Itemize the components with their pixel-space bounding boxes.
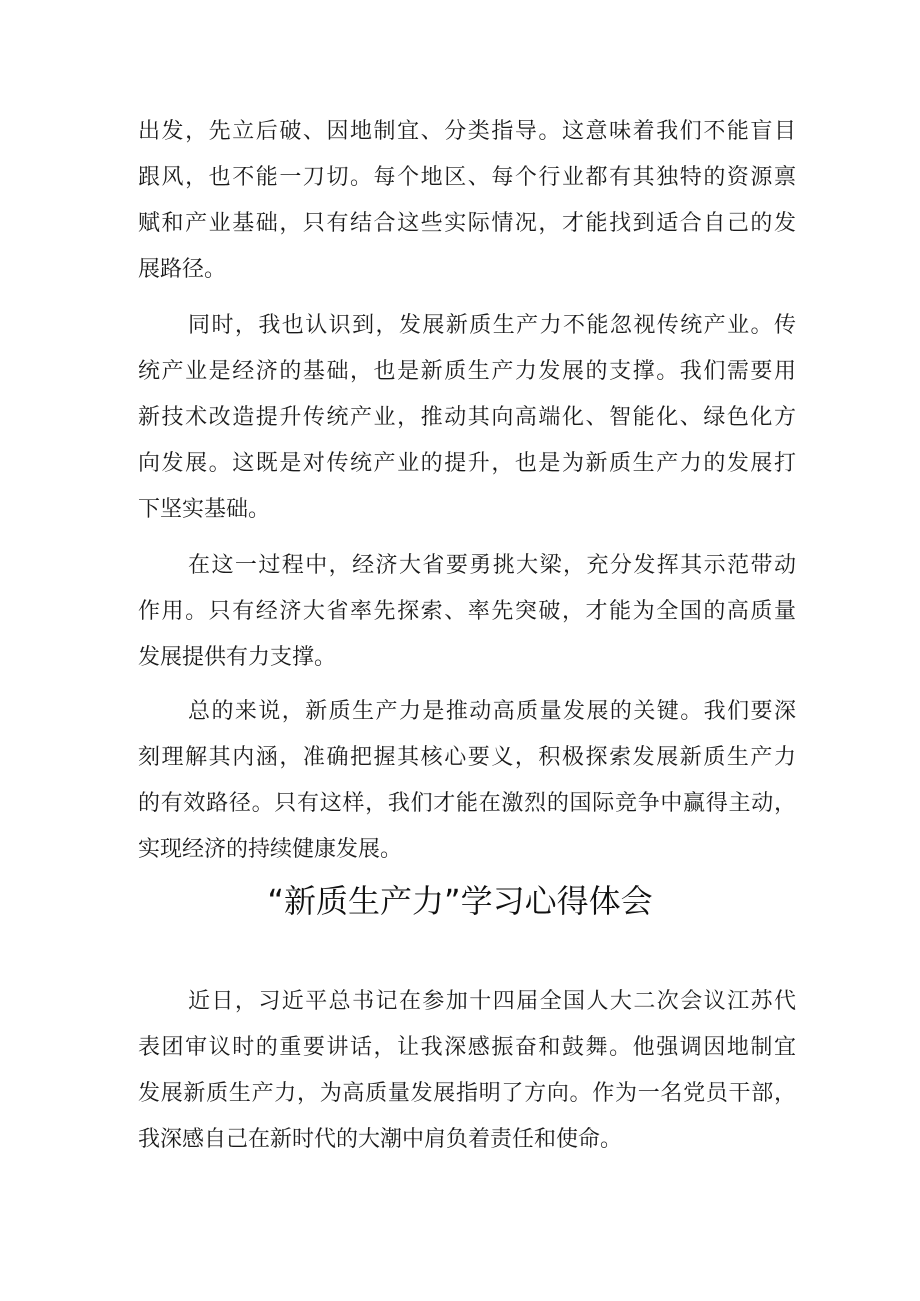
paragraph-line: 赋和产业基础，只有结合这些实际情况，才能找到适合自己的发 — [138, 211, 796, 236]
paragraph-line: 下坚实基础。 — [138, 497, 271, 522]
paragraph-line: 作用。只有经济大省率先探索、率先突破，才能为全国的高质量 — [138, 599, 796, 624]
paragraph-line: 同时，我也认识到，发展新质生产力不能忽视传统产业。传 — [188, 313, 796, 338]
paragraph-line: 在这一过程中，经济大省要勇挑大梁，充分发挥其示范带动 — [188, 553, 796, 578]
paragraph-line: 我深感自己在新时代的大潮中肩负着责任和使命。 — [138, 1127, 623, 1152]
paragraph-line: 总的来说，新质生产力是推动高质量发展的关键。我们要深 — [188, 699, 796, 724]
paragraph-line: 跟风，也不能一刀切。每个地区、每个行业都有其独特的资源禀 — [138, 165, 796, 190]
paragraph-line: 近日，习近平总书记在参加十四届全国人大二次会议江苏代 — [188, 989, 796, 1014]
paragraph-line: 展路径。 — [138, 257, 227, 282]
section-title: “新质生产力”学习心得体会 — [267, 882, 653, 920]
paragraph-line: 出发，先立后破、因地制宜、分类指导。这意味着我们不能盲目 — [138, 119, 796, 144]
paragraph-line: 实现经济的持续健康发展。 — [138, 837, 403, 862]
paragraph-line: 新技术改造提升传统产业，推动其向高端化、智能化、绿色化方 — [138, 405, 796, 430]
paragraph-line: 统产业是经济的基础，也是新质生产力发展的支撑。我们需要用 — [138, 359, 796, 384]
paragraph-line: 刻理解其内涵，准确把握其核心要义，积极探索发展新质生产力 — [138, 745, 796, 770]
paragraph-line: 发展提供有力支撑。 — [138, 645, 337, 670]
paragraph-line: 的有效路径。只有这样，我们才能在激烈的国际竞争中赢得主动， — [138, 791, 796, 816]
paragraph-line: 向发展。这既是对传统产业的提升，也是为新质生产力的发展打 — [138, 451, 796, 476]
paragraph-line: 发展新质生产力，为高质量发展指明了方向。作为一名党员干部， — [138, 1081, 796, 1106]
paragraph-line: 表团审议时的重要讲话，让我深感振奋和鼓舞。他强调因地制宜 — [138, 1035, 796, 1060]
